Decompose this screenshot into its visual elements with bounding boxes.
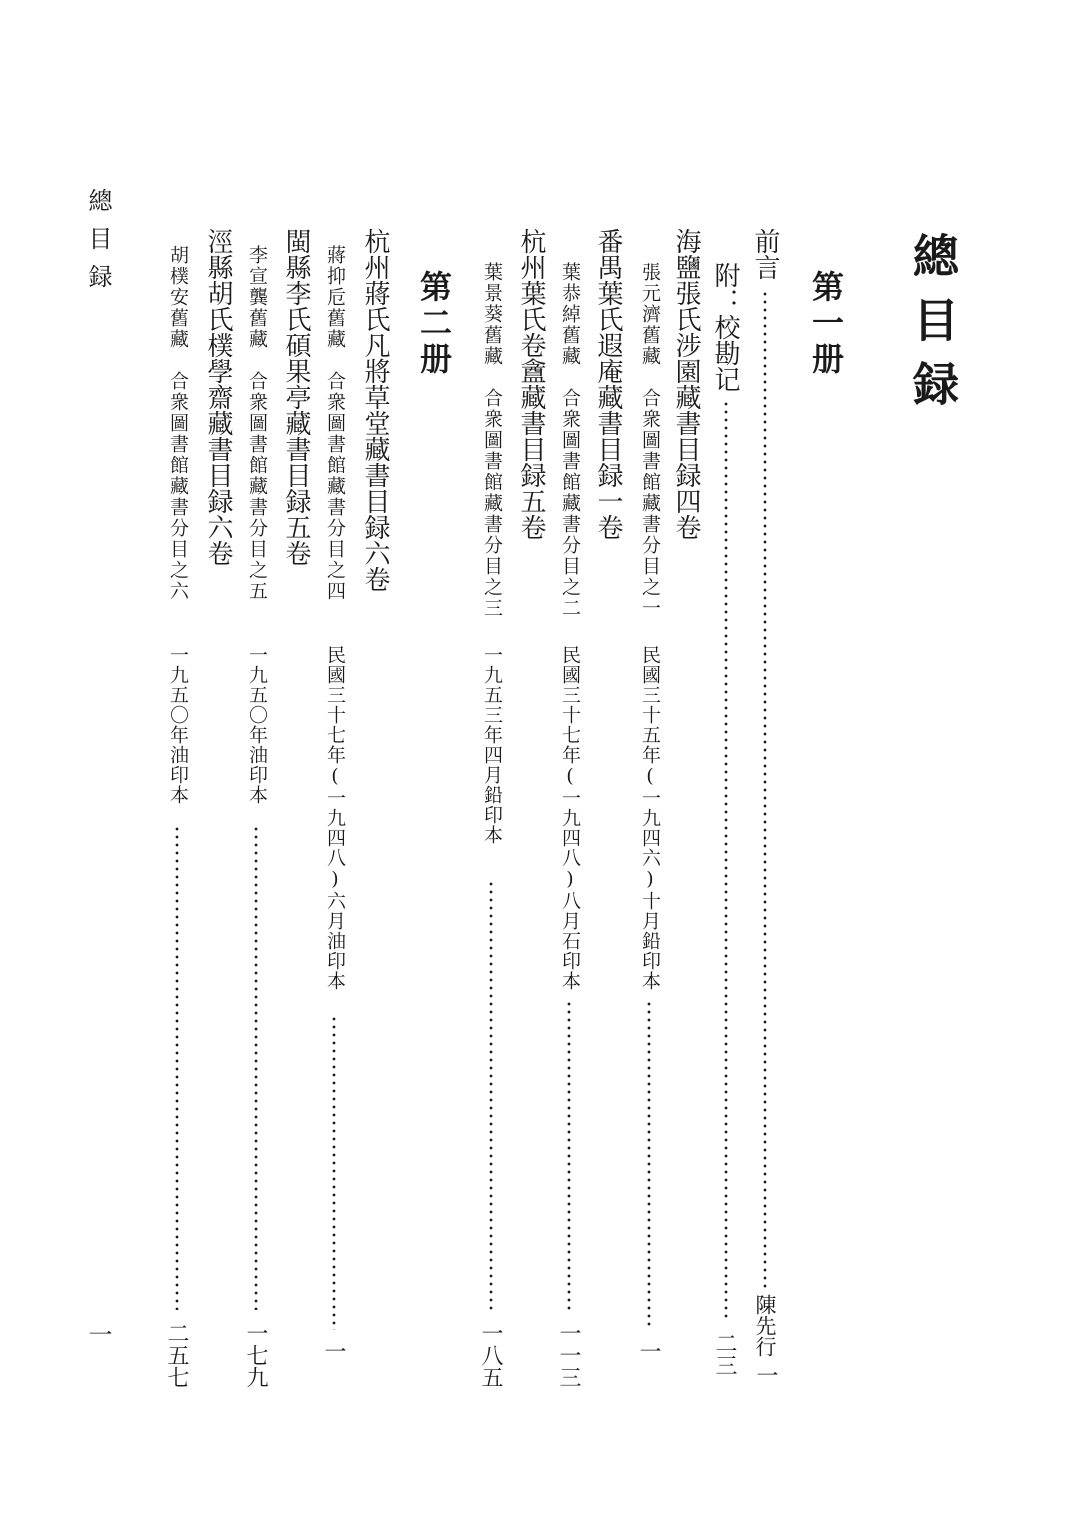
toc-entry-title: 閩縣李氏碩果亭藏書目録五卷 xyxy=(281,228,311,566)
leader-dots xyxy=(763,290,767,1290)
toc-appendix-page: 二三 xyxy=(712,1332,737,1376)
toc-entry-page: 二五七 xyxy=(164,1322,189,1388)
leader-dots xyxy=(647,1000,651,1330)
toc-entry-page: 一 xyxy=(636,1340,661,1362)
toc-entry-note: 胡樸安舊藏 合衆圖書館藏書分目之六 xyxy=(167,245,189,602)
toc-entry-page: 一八五 xyxy=(478,1322,503,1388)
toc-entry-edition: 一九五〇年油印本 xyxy=(246,645,268,805)
toc-entry-edition: 民國三十七年(一九四八)六月油印本 xyxy=(324,645,346,991)
toc-preface-page: 一 xyxy=(753,1364,778,1386)
toc-entry-title: 海鹽張氏涉園藏書目録四卷 xyxy=(671,228,701,540)
toc-entry-note: 蔣抑卮舊藏 合衆圖書館藏書分目之四 xyxy=(324,245,346,602)
leader-dots xyxy=(724,400,728,1320)
toc-entry-title: 涇縣胡氏樸學齋藏書目録六卷 xyxy=(203,228,233,566)
running-title: 總目録 xyxy=(84,188,112,302)
toc-preface-author: 陳先行 xyxy=(753,1294,777,1357)
toc-entry-edition: 一九五〇年油印本 xyxy=(167,645,189,805)
toc-entry-page: 一七九 xyxy=(243,1322,268,1388)
toc-entry-note: 葉恭綽舊藏 合衆圖書館藏書分目之二 xyxy=(559,262,581,619)
volume-1-heading: 第一册 xyxy=(807,270,845,378)
leader-dots xyxy=(175,825,179,1310)
toc-entry-note: 李宣龔舊藏 合衆圖書館藏書分目之五 xyxy=(246,245,268,602)
toc-entry-note: 葉景葵舊藏 合衆圖書館藏書分目之三 xyxy=(481,262,503,619)
volume-2-heading: 第二册 xyxy=(415,270,453,378)
leader-dots xyxy=(332,1015,336,1330)
toc-entry-note: 張元濟舊藏 合衆圖書館藏書分目之一 xyxy=(639,262,661,619)
toc-entry-title: 番禺葉氏遐庵藏書目録一卷 xyxy=(593,228,623,540)
toc-entry-title: 杭州蔣氏凡將草堂藏書目録六卷 xyxy=(360,228,390,592)
toc-entry-edition: 一九五三年四月鉛印本 xyxy=(481,645,503,845)
toc-appendix-label: 附：校勘记 xyxy=(710,262,740,392)
toc-entry-page: 一 xyxy=(321,1340,346,1362)
page-number: 一 xyxy=(84,1322,112,1346)
toc-entry-edition: 民國三十五年(一九四六)十月鉛印本 xyxy=(639,645,661,991)
leader-dots xyxy=(254,825,258,1310)
page-title: 總目録 xyxy=(906,232,960,424)
toc-preface-label: 前言 xyxy=(750,228,780,280)
toc-entry-page: 一一三 xyxy=(556,1322,581,1388)
toc-entry-edition: 民國三十七年(一九四八)八月石印本 xyxy=(559,645,581,991)
toc-entry-title: 杭州葉氏卷盦藏書目録五卷 xyxy=(516,228,546,540)
leader-dots xyxy=(489,880,493,1310)
leader-dots xyxy=(567,1000,571,1310)
